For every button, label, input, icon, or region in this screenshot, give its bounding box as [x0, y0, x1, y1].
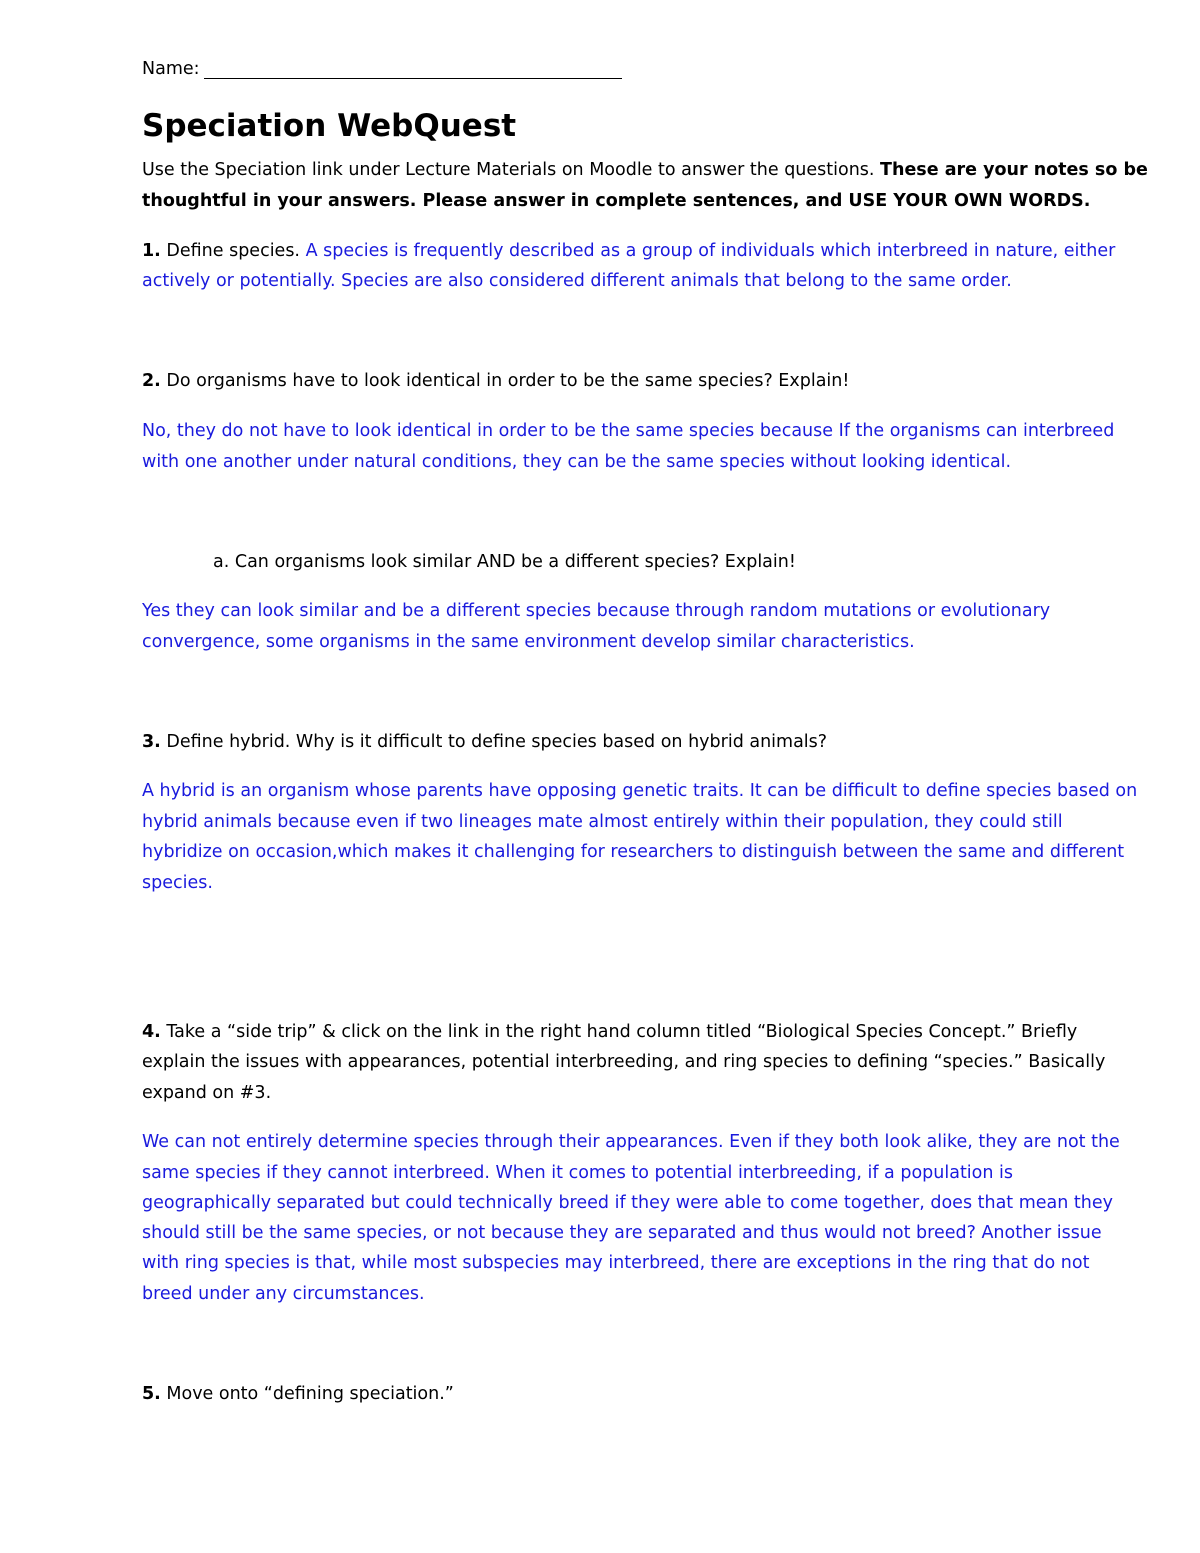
question-3	[142, 731, 827, 753]
answer-3-line-2: hybrid animals because even if two lineages mate almost entirely within their population, they could still	[142, 812, 1063, 832]
answer-2-line-2: with one another under natural conditions, they can be the same species without looking identical.	[142, 452, 1012, 472]
question-1-prompt: Define species.	[160, 241, 306, 261]
answer-4-line-5: with ring species is that, while most subspecies may interbreed, there are exceptions in the ring that do not	[142, 1253, 1090, 1273]
question-3-number: 3.	[142, 732, 161, 752]
question-1	[142, 240, 1115, 262]
answer-2a-line-2: convergence, some organisms in the same environment develop similar characteristics.	[142, 632, 915, 652]
instructions-normal-text: Use the Speciation link under Lecture Materials on Moodle to answer the questions.	[142, 160, 881, 180]
answer-4-line-1: We can not entirely determine species through their appearances. Even if they both look alike, they are not the	[142, 1132, 1120, 1152]
question-4-number: 4.	[142, 1022, 161, 1042]
answer-3-line-1: A hybrid is an organism whose parents have opposing genetic traits. It can be difficult to define species based on	[142, 781, 1138, 801]
instructions-line-2: thoughtful in your answers. Please answer in complete sentences, and USE YOUR OWN WORDS.	[142, 191, 1091, 211]
instructions-line-1	[142, 159, 1148, 181]
question-5-prompt: Move onto “defining speciation.”	[160, 1384, 454, 1404]
answer-3-line-3: hybridize on occasion,which makes it challenging for researchers to distinguish between the same and different	[142, 842, 1125, 862]
answer-4-line-6: breed under any circumstances.	[142, 1284, 425, 1304]
question-2a-prompt: a. Can organisms look similar AND be a different species? Explain!	[213, 552, 796, 572]
answer-4-line-4: should still be the same species, or not because they are separated and thus would not breed? Another issue	[142, 1223, 1102, 1243]
question-3-prompt: Define hybrid. Why is it difficult to define species based on hybrid animals?	[160, 732, 828, 752]
question-4-prompt-line-2: explain the issues with appearances, potential interbreeding, and ring species to defining “species.” Basically	[142, 1052, 1106, 1072]
question-4-prompt-line-3: expand on #3.	[142, 1083, 272, 1103]
answer-2-line-1: No, they do not have to look identical in order to be the same species because If the organisms can interbreed	[142, 421, 1115, 441]
question-2	[142, 370, 849, 392]
question-5	[142, 1383, 454, 1405]
answer-1-line-2: actively or potentially. Species are also considered different animals that belong to the same order.	[142, 271, 1012, 291]
instructions-bold-text: These are your notes so be	[880, 160, 1148, 180]
answer-3-line-4: species.	[142, 873, 213, 893]
question-1-number: 1.	[142, 241, 161, 261]
name-label: Name:	[142, 59, 200, 79]
answer-4-line-3: geographically separated but could technically breed if they were able to come together, does that mean they	[142, 1193, 1113, 1213]
answer-4-line-2: same species if they cannot interbreed. When it comes to potential interbreeding, if a population is	[142, 1163, 1014, 1183]
question-5-number: 5.	[142, 1384, 161, 1404]
question-2-number: 2.	[142, 371, 161, 391]
answer-1-line-1: A species is frequently described as a group of individuals which interbreed in nature, either	[305, 241, 1116, 261]
question-2-prompt: Do organisms have to look identical in order to be the same species? Explain!	[160, 371, 850, 391]
question-4-prompt-line-1: Take a “side trip” & click on the link in the right hand column titled “Biological Species Concept.” Briefly	[160, 1022, 1078, 1042]
question-4-line-1	[142, 1021, 1077, 1043]
page-title: Speciation WebQuest	[142, 108, 517, 144]
name-blank-line	[204, 78, 622, 79]
answer-2a-line-1: Yes they can look similar and be a different species because through random mutations or evolutionary	[142, 601, 1051, 621]
